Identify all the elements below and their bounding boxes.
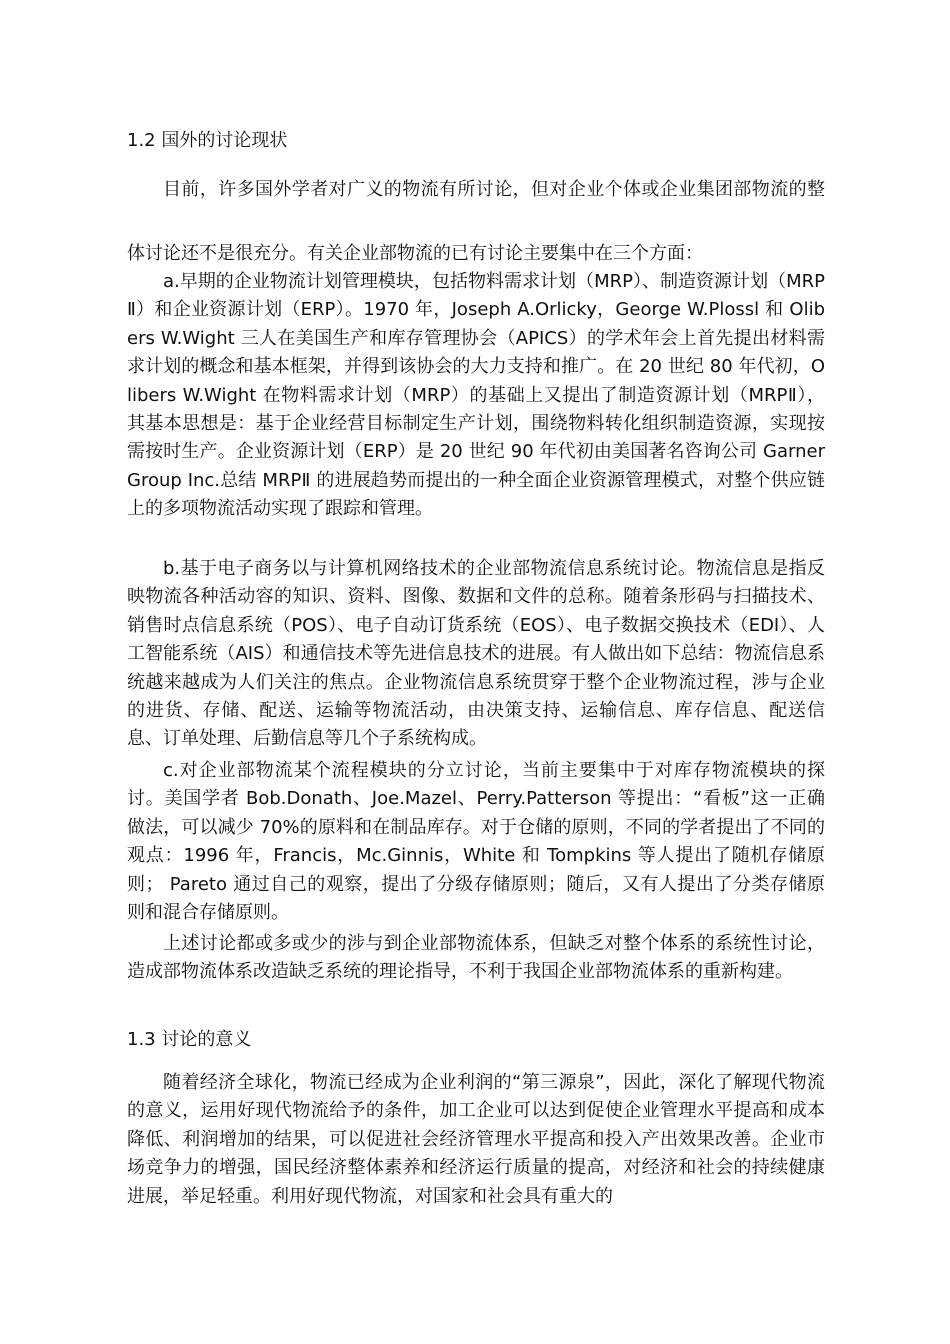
paragraph-a: a.早期的企业物流计划管理模块，包括物料需求计划（MRP）、制造资源计划（MRPⅡ）和企业资源计划（ERP）。1970 年，Joseph A.Orlicky，George W.Plossl 和 Olibers W.Wight 三人在美国生产和库存管理协会（APICS）的学术年会上首先提出材料需求计划的概念和基本框架，并得到该协会的大力支持和推广。在 20 世纪 80 年代初，Olibers W.Wight 在物料需求计划（MRP）的基础上又提出了制造资源计划（MRPⅡ），其基本思想是：基于企业经营目标制定生产计划，围绕物料转化组织制造资源，实现按需按时生产。企业资源计划（ERP）是 20 世纪 90 年代初由美国著名咨询公司 Garner Group Inc.总结 MRPⅡ 的进展趋势而提出的一种全面企业资源管理模式，对整个供应链上的多项物流活动实现了跟踪和管理。 <box>127 271 825 520</box>
section-heading-1-3: 1.3 讨论的意义 <box>127 1029 252 1050</box>
section-heading-1-2: 1.2 国外的讨论现状 <box>127 130 288 151</box>
significance-paragraph: 随着经济全球化，物流已经成为企业利润的“第三源泉”，因此，深化了解现代物流的意义，运用好现代物流给予的条件，加工企业可以达到促使企业管理水平提高和成本降低、利润增加的结果，可以促进社会经济管理水平提高和投入产出效果改善。企业市场竞争力的增强，国民经济整体素养和经济运行质量的提高，对经济和社会的持续健康进展，举足轻重。利用好现代物流，对国家和社会具有重大的 <box>127 1072 825 1207</box>
summary-paragraph: 上述讨论都或多或少的涉与到企业部物流体系，但缺乏对整个体系的系统性讨论，造成部物流体系改造缺乏系统的理论指导，不利于我国企业部物流体系的重新构建。 <box>127 933 825 983</box>
intro-paragraph: 目前，许多国外学者对广义的物流有所讨论，但对企业个体或企业集团部物流的整体讨论还不是很充分。有关企业部物流的已有讨论主要集中在三个方面： <box>127 179 825 264</box>
paragraph-c: c.对企业部物流某个流程模块的分立讨论，当前主要集中于对库存物流模块的探讨。美国学者 Bob.Donath、Joe.Mazel、Perry.Patterson 等提出：“看板”这一正确做法，可以减少 70%的原料和在制品库存。对于仓储的原则，不同的学者提出了不同的观点：1996 年，Francis，Mc.Ginnis，White 和 Tompkins 等人提出了随机存储原则； Pareto 通过自己的观察，提出了分级存储原则；随后，又有人提出了分类存储原则和混合存储原则。 <box>127 760 825 924</box>
paragraph-b: b.基于电子商务以与计算机网络技术的企业部物流信息系统讨论。物流信息是指反映物流各种活动容的知识、资料、图像、数据和文件的总称。随着条形码与扫描技术、销售时点信息系统（POS）、电子自动订货系统（EOS）、电子数据交换技术（EDI）、人工智能系统（AIS）和通信技术等先进信息技术的进展。有人做出如下总结：物流信息系统越来越成为人们关注的焦点。企业物流信息系统贯穿于整个企业物流过程，涉与企业的进货、存储、配送、运输等物流活动，由决策支持、运输信息、库存信息、配送信息、订单处理、后勤信息等几个子系统构成。 <box>127 558 825 750</box>
